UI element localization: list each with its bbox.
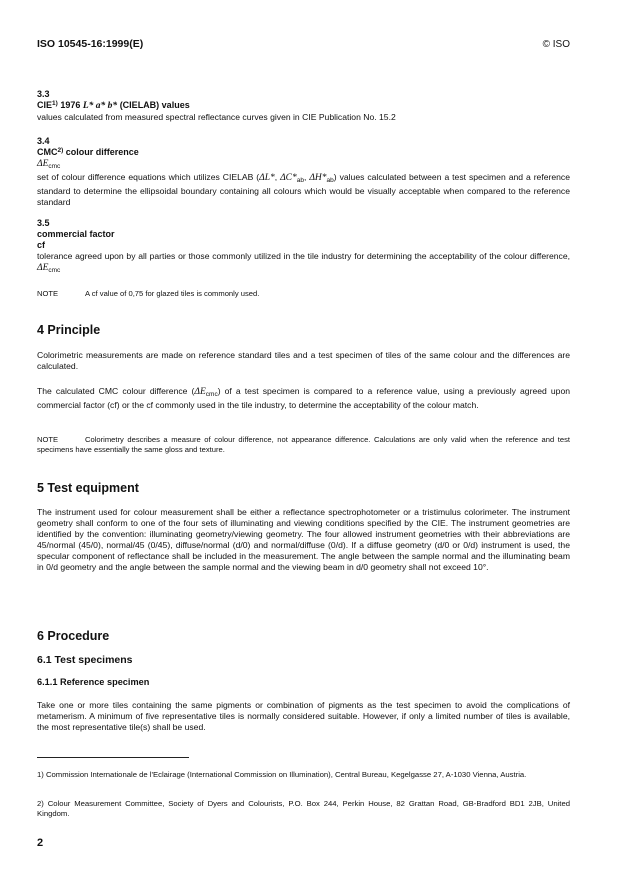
footnote-divider — [37, 757, 189, 758]
section-heading-test-equipment: 5 Test equipment — [37, 481, 139, 495]
section-heading-procedure: 6 Procedure — [37, 629, 110, 643]
clause-number: 3.4 — [37, 136, 50, 146]
test-equipment-paragraph: The instrument used for colour measurement shall be either a reflectance spectrophotometer or a tristimulus colorimeter. The instrument geometry shall conform to one of the four sets of illuminating and viewing conditions specified by the CIE. The instrument geometries are identified by the convention: illuminating geometry/viewing geometry. The four allowed instrument geometries with their abbreviations are 45/normal (45/0), normal/45 (0/45), diffuse/normal (d/0) and normal/diffuse (0/d). If a diffuse geometry (d/0 or 0/d) instrument is used, the specular component of reflectance shall be included in the measurement. The angle between the sample normal and the illuminating beam in 0/d geometry and the angle between the sample normal and the viewing beam in d/0 geometry shall not exceed 10°. — [37, 507, 570, 572]
subsection-heading-reference-specimen: 6.1.1 Reference specimen — [37, 677, 150, 687]
section-heading-principle: 4 Principle — [37, 323, 101, 337]
principle-paragraph-2: The calculated CMC colour difference $(\Delta E_{cmc})$ of a test specimen is compared to a reference value, using a previously agreed upon commercial factor (cf) or the cf commonly used in the tile industry, to determine the acceptability of the colour match. — [37, 386, 570, 410]
definition-text: set of colour difference equations which utilizes CIELAB (ΔL*, $\Delta C*_{ab}$, $\Delta H*_{ab}$) values calculated between a test specimen and a reference standard to determine the ellipsoidal boundary containing all colours which would be visually acceptable when compared to the reference standard — [37, 172, 571, 207]
page-number: 2 — [37, 837, 44, 849]
principle-paragraph-1: Colorimetric measurements are made on reference standard tiles and a test specimen of tiles of the same colour and the differences are calculated. — [37, 350, 570, 371]
term-abbreviation: cf — [37, 240, 46, 250]
term-symbol: $\Delta E_{cmc}$ — [37, 159, 61, 170]
note-principle: NOTE Colorimetry describes a measure of colour difference, not appearance difference. Calculations are only valid when the reference and test specimens have essentially the same gloss and texture. — [37, 435, 570, 454]
clause-3-3 — [37, 89, 570, 123]
footnote-1: 1) Commission Internationale de l'Eclairage (International Commission on Illumination), Central Bureau, Kegelgasse 27, A-1030 Vienna, Austria. — [37, 770, 527, 779]
footnote-ref-1[interactable]: 1) — [52, 100, 58, 107]
term-heading: commercial factor — [37, 229, 115, 239]
term-heading: CIE$^{1)}$ 1976 L* a* b* (CIELAB) values — [37, 100, 190, 111]
footnote-2: 2) Colour Measurement Committee, Society of Dyers and Colourists, P.O. Box 244, Perkin House, 82 Grattan Road, GB-Bradford BD1 2JB, United Kingdom. — [37, 799, 570, 818]
clause-3-5 — [37, 218, 570, 276]
reference-specimen-paragraph: Take one or more tiles containing the same pigments or combination of pigments as the test specimen to avoid the complications of metamerism. A minimum of five representative tiles is normally considered suitable. However, if only a limited number of tiles is available, the most representative tile(s) shall be used. — [37, 700, 570, 732]
clause-number: 3.3 — [37, 89, 50, 99]
note-3-5: NOTE A cf value of 0,75 for glazed tiles is commonly used. — [37, 289, 260, 298]
definition-text: tolerance agreed upon by all parties or those commonly utilized in the tile industry for determining the acceptability of the colour difference, $\Delta E_{cmc}$ — [37, 251, 570, 274]
term-heading: CMC$^{2)}$ colour difference — [37, 147, 139, 157]
term-symbols: L* a* b* — [82, 101, 118, 111]
definition-text: values calculated from measured spectral reflectance curves given in CIE Publication No. 15.2 — [37, 112, 396, 122]
clause-3-4 — [37, 136, 570, 208]
copyright-label: © ISO — [542, 39, 570, 50]
subsection-heading-test-specimens: 6.1 Test specimens — [37, 654, 133, 666]
footnote-ref-2[interactable]: 2) — [57, 147, 64, 154]
clause-number: 3.5 — [37, 218, 50, 228]
document-standard-id: ISO 10545-16:1999(E) — [37, 38, 144, 50]
